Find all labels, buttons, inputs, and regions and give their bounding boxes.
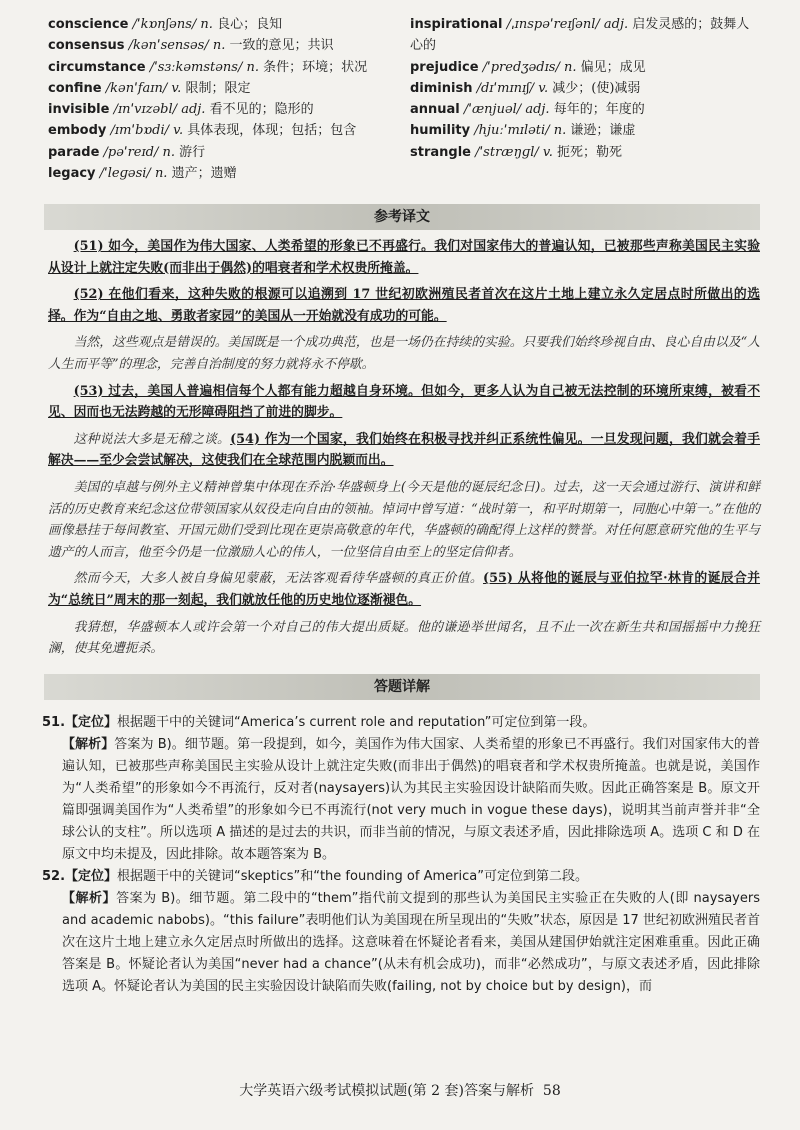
- vocab-meaning: 限制；限定: [185, 80, 251, 96]
- vocab-word: circumstance: [48, 59, 146, 75]
- vocab-word: humility: [410, 123, 471, 139]
- translation-paragraph: [48, 284, 760, 327]
- vocab-pos: n.: [212, 38, 226, 54]
- vocab-entry: [410, 99, 760, 120]
- vocab-phonetic: /kənˈfaɪn/: [105, 80, 168, 96]
- translation-text: 这种说法大多是无稽之谈。: [73, 431, 231, 447]
- locate-text: 根据题干中的关键词“America’s current role and reputation”可定位到第一段。: [117, 715, 596, 730]
- vocab-pos: v.: [173, 123, 184, 139]
- vocab-phonetic: /ˈkɒnʃəns/: [132, 17, 197, 32]
- vocabulary-column-left: [48, 14, 408, 184]
- vocab-phonetic: /ˈænjuəl/: [463, 102, 522, 118]
- translation-paragraph: [48, 568, 760, 611]
- vocab-pos: n.: [154, 166, 168, 182]
- vocab-entry: [410, 142, 760, 163]
- vocab-meaning: 具体表现，体现；包括；包含: [187, 123, 357, 139]
- translation-paragraph: 当然，这些观点是错误的。美国既是一个成功典范，也是一场仍在持续的实验。只要我们始终珍视自由、良心自由以及“人人生而平等”的理念，完善自治制度的努力就将永不停歇。: [48, 335, 760, 372]
- vocabulary-column-right: [410, 14, 760, 184]
- q52-locate: [42, 866, 760, 888]
- vocab-word: embody: [48, 123, 107, 139]
- vocab-entry: [48, 35, 408, 56]
- vocab-pos: adj.: [603, 17, 629, 32]
- analysis-text: 答案为 B)。细节题。第二段中的“them”指代前文提到的那些认为美国民主实验正在失败的人(即 naysayers and academic nabobs)。“this failure”表明他们认为美国现在所呈现出的“失败”状态，原因是 17 世纪初欧洲殖民者首次在这片土地上建立永久定居点时所做出的选择。这意味着在怀疑论者看来，美国从建国伊始就注定困难重重。因此正确答案是 B。怀疑论者认为美国“never had a chance”(从未有机会成功)，而非“必然成功”，与原文表述矛盾，因此排除选项 A。怀疑论者认为美国的民主实验因设计缺陷而失败(failing, not by choice but by design)，而: [62, 891, 760, 994]
- vocab-pos: v.: [171, 80, 182, 96]
- vocab-meaning: 谦逊；谦虚: [570, 123, 636, 139]
- vocab-pos: adj.: [525, 102, 550, 118]
- vocab-phonetic: /dɪˈmɪnɪʃ/: [476, 80, 535, 96]
- analysis-label: 【解析】: [62, 737, 115, 752]
- translation-paragraph: [48, 236, 760, 279]
- translation-paragraph: [48, 381, 760, 424]
- translation-paragraph: [48, 429, 760, 472]
- vocab-pos: v.: [542, 144, 553, 160]
- vocab-phonetic: /pəˈreɪd/: [103, 144, 159, 160]
- vocab-phonetic: /ɪmˈbɒdi/: [110, 123, 170, 139]
- vocab-word: inspirational: [410, 17, 503, 32]
- reference-translation: [48, 236, 760, 665]
- vocab-meaning: 减少；(使)减弱: [552, 80, 641, 96]
- vocab-meaning: 偏见；成见: [580, 59, 646, 75]
- analysis-label: 【解析】: [62, 891, 117, 906]
- vocab-pos: adj.: [181, 102, 206, 118]
- page-number: 58: [542, 1083, 561, 1099]
- vocab-word: conscience: [48, 17, 129, 32]
- vocab-entry: [48, 120, 408, 141]
- vocab-word: parade: [48, 144, 100, 160]
- q51-analysis: [42, 734, 760, 866]
- answer-sentence-51: (51) 如今，美国作为伟大国家、人类希望的形象已不再盛行。我们对国家伟大的普遍认知，已被那些声称美国民主实验从设计上就注定失败(而非出于偶然)的唱衰者和学术权贵所掩盖。: [48, 239, 760, 276]
- vocab-entry: [410, 57, 760, 78]
- vocab-phonetic: /ˈstræŋɡl/: [475, 144, 539, 160]
- vocab-entry: [48, 99, 408, 120]
- vocab-pos: n.: [200, 17, 213, 32]
- vocab-pos: n.: [246, 59, 260, 75]
- vocab-pos: n.: [162, 144, 176, 160]
- vocab-word: consensus: [48, 38, 125, 54]
- vocab-phonetic: /ˈpredʒədɪs/: [482, 59, 560, 75]
- page-footer: [0, 1080, 800, 1100]
- translation-paragraph: 美国的卓越与例外主义精神曾集中体现在乔治·华盛顿身上(今天是他的诞辰纪念日)。过去，这一天会通过游行、演讲和鲜活的历史教育来纪念这位带领国家从奴役走向自由的领袖。悼词中曾写道：“战时第一，和平时期第一，同胞心中第一。”在他的画像悬挂于每间教室、开国元勋们受到比现在更崇高敬意的年代，华盛顿的确配得上这样的赞誉。对任何愿意研究他的生平与遗产的人而言，他至今仍是一位激励人心的伟人，一位坚信自由至上的坚定信仰者。: [48, 479, 760, 560]
- vocab-phonetic: /ˈsɜːkəmstəns/: [149, 59, 243, 75]
- analysis-text: 答案为 B)。细节题。第一段提到，如今，美国作为伟大国家、人类希望的形象已不再盛行。我们对国家伟大的普遍认知，已被那些声称美国民主实验从设计上就注定失败(而非出于偶然)的唱衰者和学术权贵所掩盖。也就是说，美国作为“人类希望”的形象如今不再流行，反对者(naysayers)认为其民主实验因设计缺陷而失败。因此正确答案是 B。原文开篇即强调美国作为“人类希望”的形象如今已不再流行(not very much in vogue these days)，说明其当前声誉并非“全球公认的支柱”。所以选项 A 描述的是过去的共识，而非当前的情况，与原文表述矛盾，因此排除选项 A。选项 C 和 D 在原文中均未提及，因此排除。故本题答案为 B。: [62, 737, 760, 862]
- footer-title: 大学英语六级考试模拟试题(第 2 套)答案与解析: [239, 1083, 534, 1099]
- vocab-meaning: 条件；环境；状况: [263, 59, 368, 75]
- answer-sentence-52: (52) 在他们看来，这种失败的根源可以追溯到 17 世纪初欧洲殖民者首次在这片土地上建立永久定居点时所做出的选择。作为“自由之地、勇敢者家园”的美国从一开始就没有成功的可能。: [48, 287, 760, 324]
- vocab-meaning: 一致的意见；共识: [229, 38, 334, 54]
- vocab-phonetic: /ɪnˈvɪzəbl/: [113, 102, 178, 118]
- vocab-entry: [48, 57, 408, 78]
- vocab-pos: n.: [563, 59, 577, 75]
- vocab-word: diminish: [410, 80, 473, 96]
- vocab-entry: [48, 163, 408, 184]
- vocab-meaning: 启发灵感的；鼓舞人心的: [410, 17, 750, 54]
- vocabulary-list: [48, 14, 760, 184]
- vocab-pos: v.: [538, 80, 549, 96]
- locate-text: 根据题干中的关键词“skeptics”和“the founding of America”可定位到第二段。: [117, 869, 588, 884]
- vocab-phonetic: /hjuːˈmɪləti/: [474, 123, 550, 139]
- vocab-entry: [48, 78, 408, 99]
- vocab-meaning: 扼死；勒死: [556, 144, 622, 160]
- vocab-entry: [48, 142, 408, 163]
- section-header-translation: 参考译文: [44, 204, 760, 230]
- answer-sentence-55: (55) 从将他的诞辰与亚伯拉罕·林肯的诞辰合并为“总统日”周末的那一刻起，我们就放任他的历史地位逐渐褪色。: [48, 571, 761, 608]
- answer-sentence-54: (54) 作为一个国家，我们始终在积极寻找并纠正系统性偏见。一旦发现问题，我们就会着手解决——至少会尝试解决，这使我们在全球范围内脱颖而出。: [48, 431, 761, 469]
- vocab-word: annual: [410, 102, 460, 118]
- vocab-pos: n.: [553, 123, 567, 139]
- vocab-entry: [48, 14, 408, 35]
- vocab-word: invisible: [48, 102, 110, 118]
- vocab-entry: [410, 78, 760, 99]
- vocab-meaning: 良心；良知: [217, 17, 283, 32]
- q52-analysis: [42, 888, 760, 998]
- vocab-meaning: 看不见的；隐形的: [209, 102, 314, 118]
- vocab-word: legacy: [48, 166, 96, 182]
- vocab-entry: [410, 14, 760, 57]
- q51-locate: [42, 712, 760, 734]
- translation-text: 然而今天，大多人被自身偏见蒙蔽，无法客观看待华盛顿的真正价值。: [73, 571, 484, 587]
- vocab-word: strangle: [410, 144, 471, 160]
- locate-label: 52.【定位】: [42, 869, 118, 884]
- translation-paragraph: 我猜想，华盛顿本人或许会第一个对自己的伟大提出质疑。他的谦逊举世闻名，且不止一次在新生共和国摇摇中力挽狂澜，使其免遭扼杀。: [48, 619, 760, 657]
- vocab-phonetic: /ˌɪnspəˈreɪʃənl/: [506, 17, 600, 32]
- vocab-meaning: 每年的；年度的: [553, 102, 645, 118]
- locate-label: 51.【定位】: [42, 715, 118, 730]
- section-header-explanation: 答题详解: [44, 674, 760, 700]
- vocab-phonetic: /kənˈsensəs/: [128, 38, 209, 54]
- answer-sentence-53: (53) 过去，美国人普遍相信每个人都有能力超越自身环境。但如今，更多人认为自己被无法控制的环境所束缚，被看不见、因而也无法跨越的无形障碍阻挡了前进的脚步。: [48, 383, 760, 421]
- vocab-entry: [410, 120, 760, 141]
- vocab-meaning: 游行: [179, 144, 206, 160]
- vocab-phonetic: /ˈleɡəsi/: [99, 166, 151, 182]
- vocab-meaning: 遗产；遗赠: [171, 166, 237, 182]
- vocab-word: confine: [48, 80, 102, 96]
- answer-explanations: [42, 712, 760, 998]
- vocab-word: prejudice: [410, 59, 479, 75]
